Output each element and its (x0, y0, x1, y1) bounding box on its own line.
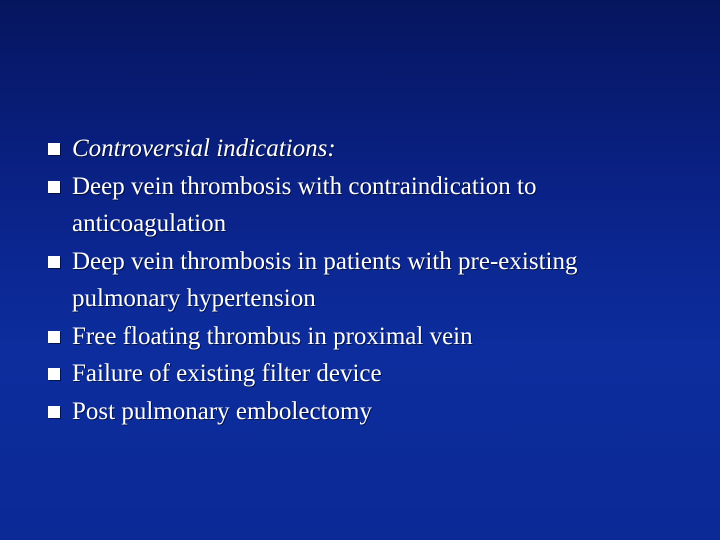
bullet-item-controversial-indications (48, 130, 688, 168)
bullet-item-dvt-contraindication (48, 168, 688, 243)
bullet-text: Deep vein thrombosis in patients with pre-existing pulmonary hypertension (72, 247, 578, 312)
bullet-item-dvt-pulmonary-hypertension (48, 243, 688, 318)
bullet-text: Controversial indications: (72, 135, 336, 162)
square-bullet-icon (48, 143, 60, 155)
square-bullet-icon (48, 331, 60, 343)
bullet-item-free-floating-thrombus (48, 318, 688, 356)
bullet-text: Post pulmonary embolectomy (72, 397, 372, 425)
square-bullet-icon (48, 181, 60, 193)
square-bullet-icon (48, 406, 60, 418)
bullet-item-filter-failure (48, 355, 688, 393)
bullet-text: Free floating thrombus in proximal vein (72, 322, 473, 350)
bullet-text: Deep vein thrombosis with contraindication to anticoagulation (72, 172, 537, 237)
bullet-list (48, 130, 688, 430)
square-bullet-icon (48, 368, 60, 380)
bullet-text: Failure of existing filter device (72, 360, 382, 387)
bullet-item-post-embolectomy (48, 393, 688, 431)
square-bullet-icon (48, 256, 60, 268)
